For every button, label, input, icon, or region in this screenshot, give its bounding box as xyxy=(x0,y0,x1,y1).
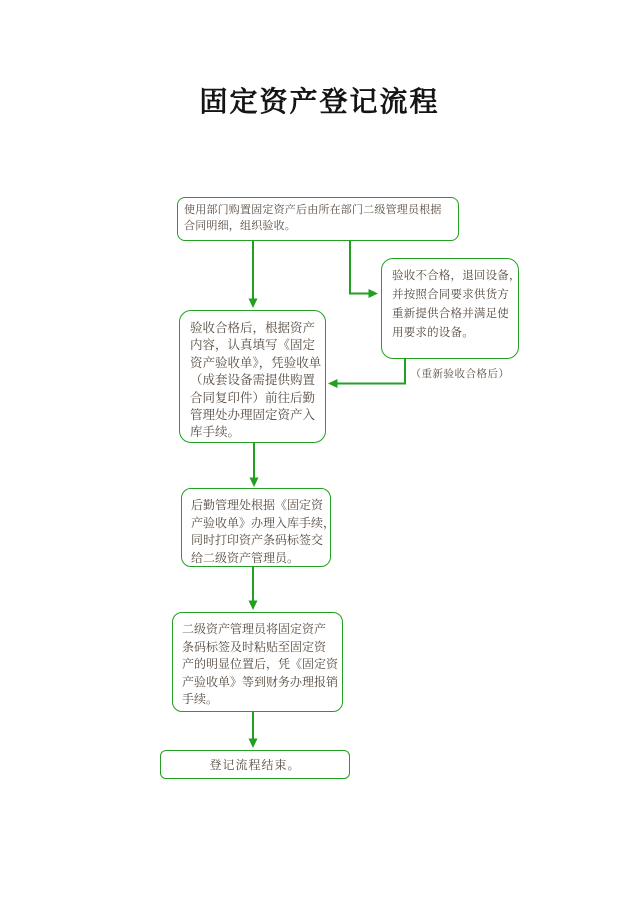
text-line: （成套设备需提供购置 xyxy=(190,373,316,388)
text-line: 并按照合同要求供货方 xyxy=(392,289,509,301)
text-line: 资产验收单》，凭验收单 xyxy=(190,355,322,370)
text-line: 合同明细，组织验收。 xyxy=(184,219,296,232)
page-title: 固定资产登记流程 xyxy=(199,87,440,118)
text-line: 同时打印资产条码标签交 xyxy=(191,533,324,547)
connector-step1-to-reject xyxy=(350,241,369,294)
arrowhead-left-icon xyxy=(328,379,338,388)
flow-box-process-end xyxy=(160,750,350,779)
flow-box-fill-acceptance-form xyxy=(179,310,326,443)
text-line: 管理处办理固定资产入 xyxy=(190,408,316,423)
text-line: 产的明显位置后，凭《固定资 xyxy=(182,657,339,671)
arrowhead-down-icon xyxy=(249,299,258,309)
text-line: 使用部门购置固定资产后由所在部门二级管理员根据 xyxy=(184,204,442,216)
flow-box-organize-acceptance xyxy=(177,197,459,241)
end-label: 登记流程结束。 xyxy=(209,758,301,772)
text-line: 条码标签及时粘贴至固定资 xyxy=(182,639,327,654)
arrowhead-down-icon xyxy=(249,739,258,749)
text-line: 产验收单》办理入库手续， xyxy=(191,515,336,530)
text-line: 给二级资产管理员。 xyxy=(191,550,300,565)
flow-box-barcode-label-reimbursement xyxy=(172,612,343,712)
flow-box-warehouse-registration xyxy=(181,488,336,567)
text-line: 库手续。 xyxy=(190,425,241,440)
text-line: 二级资产管理员将固定资产 xyxy=(182,622,327,636)
arrowhead-right-icon xyxy=(369,289,379,298)
text-line: 用要求的设备。 xyxy=(392,327,474,339)
text-line: 手续。 xyxy=(182,692,219,706)
flow-box-reject-return-equipment xyxy=(381,258,519,359)
arrowhead-down-icon xyxy=(250,478,259,488)
text-line: 产验收单》等到财务办理报销 xyxy=(182,674,339,689)
text-line: 重新提供合格并满足使 xyxy=(392,308,509,320)
reject-reacceptance-caption: （重新验收合格后） xyxy=(410,369,510,380)
text-line: 内容，认真填写《固定 xyxy=(190,338,316,353)
text-line: 合同复印件）前往后勤 xyxy=(190,390,316,405)
text-line: 验收合格后，根据资产 xyxy=(190,321,316,335)
arrowhead-down-icon xyxy=(249,601,258,611)
connector-reject-to-step2 xyxy=(337,359,405,384)
text-line: 验收不合格，退回设备， xyxy=(392,270,521,282)
text-line: 后勤管理处根据《固定资 xyxy=(191,498,324,512)
